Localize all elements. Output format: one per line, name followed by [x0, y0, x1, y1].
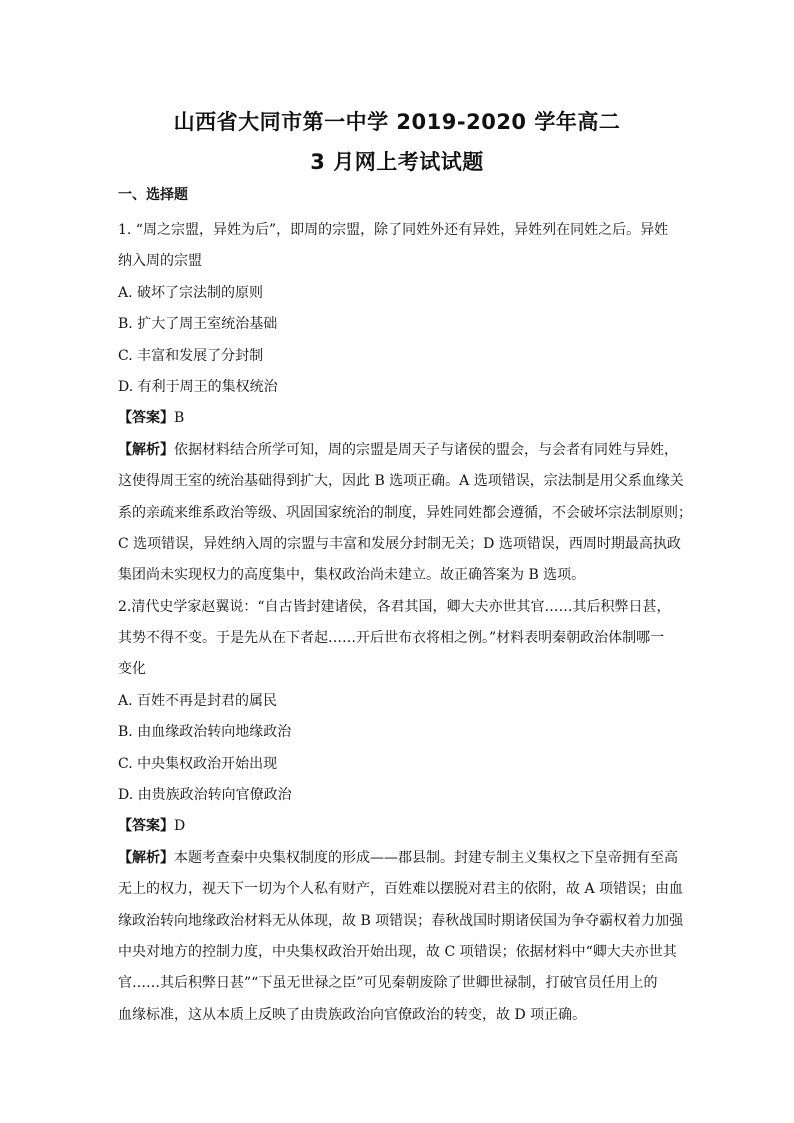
- question-stem-line: 变化: [118, 661, 146, 678]
- analysis-line: 集团尚未实现权力的高度集中，集权政治尚未建立。故正确答案为 B 选项。: [118, 567, 586, 584]
- analysis-line: 这使得周王室的统治基础得到扩大，因此 B 选项正确。A 选项错误，宗法制是用父系血缘关: [118, 473, 684, 490]
- page-subtitle: 3 月网上考试试题: [310, 150, 484, 174]
- option-b: B. 由血缘政治转向地缘政治: [118, 724, 292, 741]
- answer-tag: 【答案】: [118, 818, 174, 835]
- analysis-line: 无上的权力，视天下一切为个人私有财产，百姓难以摆脱对君主的依附，故 A 项错误；由血: [118, 881, 684, 898]
- questions-body: [118, 215, 692, 1031]
- answer-value: B: [174, 410, 185, 427]
- answer-tag: 【答案】: [118, 410, 174, 427]
- analysis-line: 血缘标准，这从本质上反映了由贵族政治向官僚政治的转变，故 D 项正确。: [118, 1006, 587, 1023]
- analysis-line: 系的亲疏来维系政治等级、巩固国家统治的制度，异姓同姓都会遵循，不会破坏宗法制原则；: [118, 504, 692, 521]
- option-d: D. 有利于周王的集权统治: [118, 378, 278, 395]
- analysis-line: 缘政治转向地缘政治材料无从体现，故 B 项错误；春秋战国时期诸侯国为争夺霸权着力加强: [118, 912, 684, 929]
- analysis-tag: 【解析】: [118, 849, 174, 866]
- answer-line: [118, 811, 674, 842]
- question-stem-line: 其势不得不变。于是先从在下者起……开后世布衣将相之例。”材料表明秦朝政治体制哪一: [118, 630, 665, 647]
- analysis-text: 依据材料结合所学可知，周的宗盟是周天子与诸侯的盟会，与会者有同姓与异姓，: [174, 441, 678, 458]
- section-heading: 一、选择题: [118, 187, 188, 203]
- page-title: 山西省大同市第一中学 2019-2020 学年高二: [173, 110, 621, 134]
- question-stem-line: 纳入周的宗盟: [118, 253, 202, 270]
- option-c: C. 中央集权政治开始出现: [118, 755, 278, 772]
- answer-value: D: [174, 818, 186, 835]
- analysis-line: C 选项错误，异姓纳入周的宗盟与丰富和发展分封制无关；D 选项错误，西周时期最高执政: [118, 535, 681, 552]
- analysis-line: 官……其后积弊日甚”“下虽无世禄之臣”可见秦朝废除了世卿世禄制，打破官员任用上的: [118, 975, 658, 992]
- analysis-line: [118, 843, 678, 874]
- question-stem-line: 1. “周之宗盟，异姓为后”，即周的宗盟，除了同姓外还有异姓，异姓列在同姓之后。异姓: [118, 222, 669, 238]
- answer-line: [118, 403, 674, 434]
- option-a: A. 破坏了宗法制的原则: [118, 284, 264, 301]
- analysis-tag: 【解析】: [118, 441, 174, 458]
- analysis-line: [118, 435, 678, 466]
- question-stem-line: 2.清代史学家赵翼说：“自古皆封建诸侯，各君其国，卿大夫亦世其官……其后积弊日甚，: [118, 598, 671, 615]
- option-a: A. 百姓不再是封君的属民: [118, 692, 278, 709]
- option-d: D. 由贵族政治转向官僚政治: [118, 787, 292, 804]
- question-2: [118, 592, 684, 1031]
- analysis-text: 本题考查秦中央集权制度的形成——郡县制。封建专制主义集权之下皇帝拥有至高: [174, 849, 678, 866]
- question-1: [118, 215, 692, 592]
- analysis-line: 中央对地方的控制力度，中央集权政治开始出现，故 C 项错误；依据材料中“卿大夫亦世其: [118, 943, 677, 960]
- option-c: C. 丰富和发展了分封制: [118, 347, 264, 364]
- option-b: B. 扩大了周王室统治基础: [118, 316, 278, 333]
